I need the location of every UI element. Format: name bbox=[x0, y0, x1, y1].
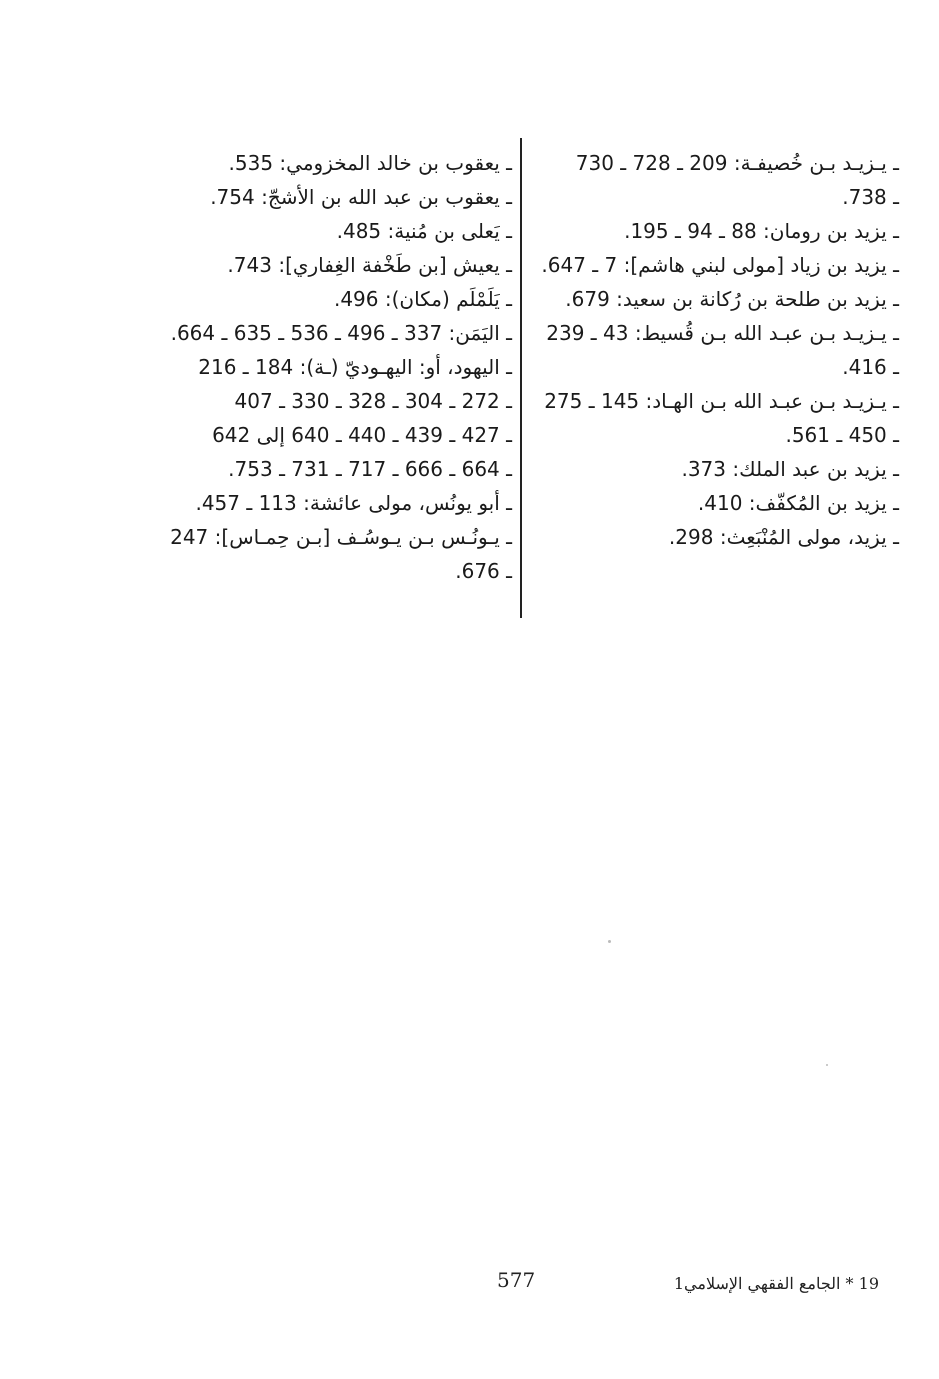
index-entry bbox=[524, 282, 899, 316]
entry-continuation: ـ 450 ـ 561. bbox=[785, 423, 899, 447]
index-entry bbox=[132, 214, 512, 248]
entry-continuation: ـ 738. bbox=[842, 185, 899, 209]
column-divider bbox=[520, 138, 522, 618]
entry-line: ـ يزيد بن زياد [مولى لبني هاشم]: 7 ـ 647. bbox=[541, 253, 899, 277]
index-entry bbox=[524, 316, 899, 384]
entry-line: ـ يـزيـد بـن عبـد الله بـن الهـاد: 145 ـ 275 bbox=[544, 389, 899, 413]
page-number: 577 bbox=[497, 1268, 536, 1292]
entry-line: ـ يزيد بن المُكفّف: 410. bbox=[697, 491, 899, 515]
entry-line: ـ يـزيـد بـن عبـد الله بـن قُسيط: 43 ـ 239 bbox=[546, 321, 899, 345]
index-entry bbox=[524, 520, 899, 554]
entry-line: ـ يَعلى بن مُنية: 485. bbox=[336, 219, 512, 243]
index-entry bbox=[524, 214, 899, 248]
entry-continuation: ـ 272 ـ 304 ـ 328 ـ 330 ـ 407 bbox=[234, 389, 512, 413]
entry-line: ـ يزيد بن عبد الملك: 373. bbox=[681, 457, 899, 481]
entry-line: ـ يعقوب بن عبد الله بن الأشجّ: 754. bbox=[210, 185, 512, 209]
index-entry bbox=[132, 180, 512, 214]
entry-line: ـ اليَمَن: 337 ـ 496 ـ 536 ـ 635 ـ 664. bbox=[170, 321, 512, 345]
entry-line: ـ اليهود، أو: اليهـوديّ (ـة): 184 ـ 216 bbox=[198, 355, 512, 379]
entry-line: ـ يَلَمْلَم (مكان): 496. bbox=[333, 287, 512, 311]
entry-continuation: ـ 676. bbox=[455, 559, 512, 583]
index-entry bbox=[524, 146, 899, 214]
entry-line: ـ يـزيـد بـن خُصيفـة: 209 ـ 728 ـ 730 bbox=[575, 151, 899, 175]
entry-line: ـ يزيد بن طلحة بن رُكانة بن سعيد: 679. bbox=[565, 287, 899, 311]
index-entry bbox=[132, 282, 512, 316]
index-entry bbox=[524, 452, 899, 486]
entry-line: ـ يعيش [بن طَخْفة الغِفاري]: 743. bbox=[227, 253, 512, 277]
entry-line: ـ أبو يونُس، مولى عائشة: 113 ـ 457. bbox=[195, 491, 512, 515]
entry-line: ـ يعقوب بن خالد المخزومي: 535. bbox=[228, 151, 512, 175]
scan-speck bbox=[608, 940, 611, 943]
index-column-right bbox=[524, 146, 899, 554]
index-entry bbox=[132, 316, 512, 350]
signature-mark: 19 * الجامع الفقهي الإسلامي1 bbox=[673, 1274, 879, 1293]
index-entry bbox=[132, 146, 512, 180]
entry-continuation: ـ 416. bbox=[842, 355, 899, 379]
entry-line: ـ يـونُـس بـن يـوسُـف [بـن حِمـاس]: 247 bbox=[170, 525, 512, 549]
index-entry bbox=[132, 486, 512, 520]
index-entry bbox=[132, 248, 512, 282]
index-entry bbox=[524, 384, 899, 452]
index-entry bbox=[524, 486, 899, 520]
entry-line: ـ يزيد، مولى المُنْبَعِث: 298. bbox=[668, 525, 899, 549]
scan-speck bbox=[826, 1064, 828, 1066]
index-column-left bbox=[132, 146, 512, 588]
index-entry bbox=[524, 248, 899, 282]
index-entry bbox=[132, 520, 512, 588]
entry-continuation: ـ 664 ـ 666 ـ 717 ـ 731 ـ 753. bbox=[228, 457, 512, 481]
entry-line: ـ يزيد بن رومان: 88 ـ 94 ـ 195. bbox=[624, 219, 899, 243]
index-entry bbox=[132, 350, 512, 486]
entry-continuation: ـ 427 ـ 439 ـ 440 ـ 640 إلى 642 bbox=[212, 423, 512, 447]
